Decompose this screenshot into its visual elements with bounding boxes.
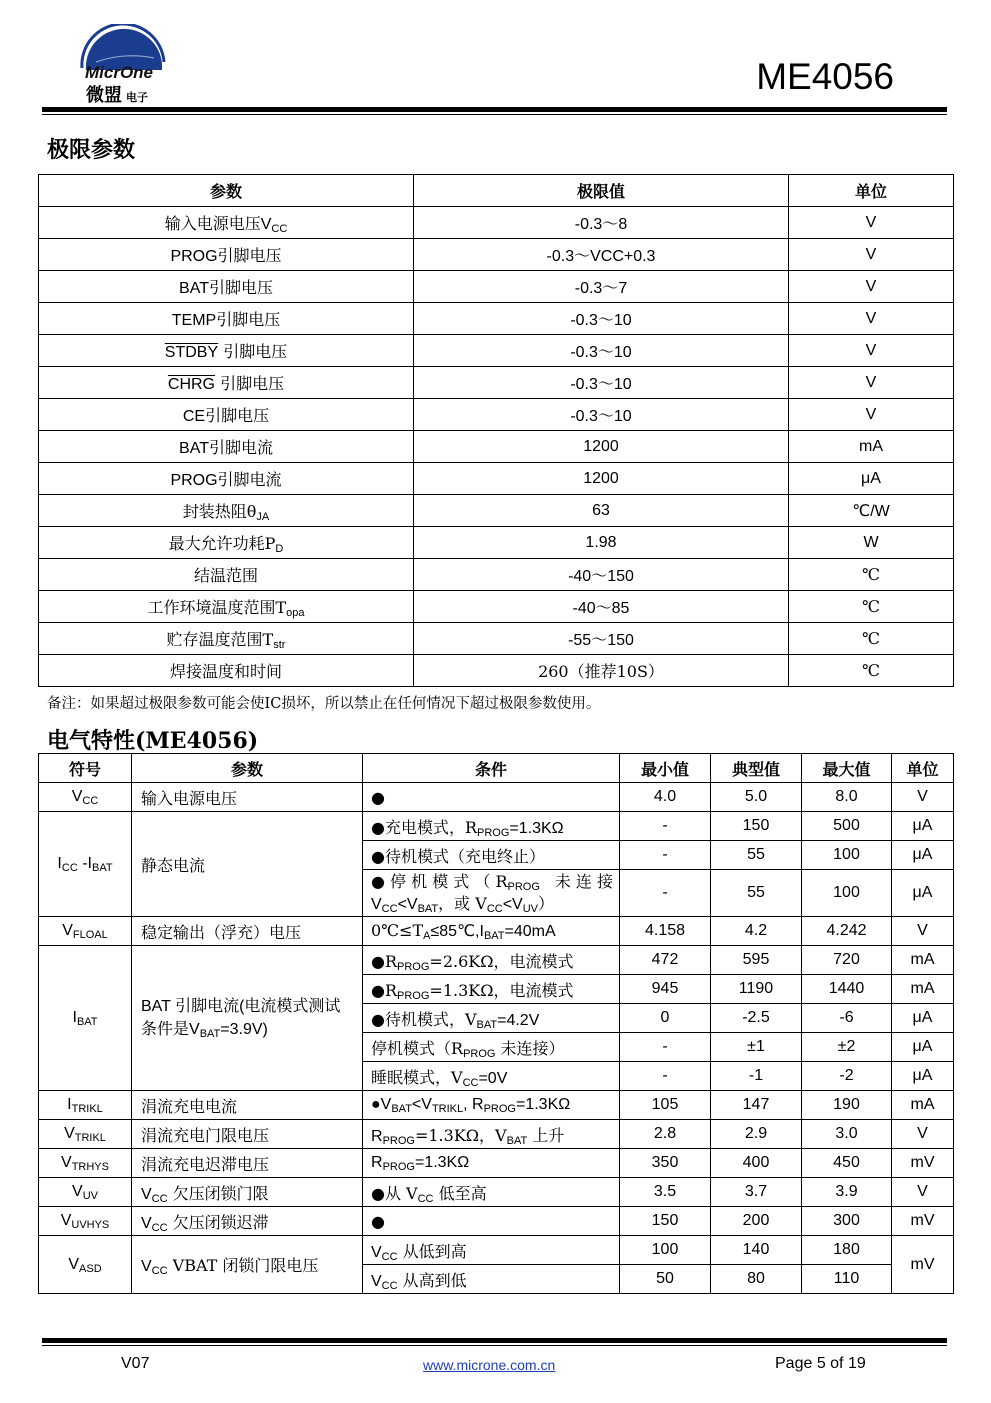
param-unit: V	[789, 367, 954, 399]
table-row	[39, 559, 954, 591]
param-value: 260（推荐10S）	[414, 655, 789, 687]
unit: V	[892, 917, 954, 946]
param-value: -0.3～10	[414, 399, 789, 431]
table-row	[39, 812, 954, 841]
symbol: $V_{CC}$	[39, 783, 132, 812]
condition: $0℃\le T_A\le 85℃,I_{BAT}=40mA$	[363, 917, 620, 946]
col-header: 典型值	[711, 754, 802, 783]
condition: ●待机模式，$V_{BAT}=4.2V$	[363, 1004, 620, 1033]
param-name: 工作环境温度范围$T_{opa}$	[39, 591, 414, 623]
min: 472	[620, 946, 711, 975]
table-row	[39, 463, 954, 495]
condition: 睡眠模式，$V_{CC}=0V$	[363, 1062, 620, 1091]
table-row	[39, 917, 954, 946]
max: -2	[802, 1062, 892, 1091]
table-row	[39, 1207, 954, 1236]
param-name: 焊接温度和时间	[39, 655, 414, 687]
condition: $R_{PROG}=1.3K\Omega$	[363, 1149, 620, 1178]
footer-url-link[interactable]: www.microne.com.cn	[423, 1357, 556, 1373]
typ: 200	[711, 1207, 802, 1236]
param-value: 1200	[414, 463, 789, 495]
param-name: 贮存温度范围$T_{str}$	[39, 623, 414, 655]
param: $V_{CC}$ VBAT 闭锁门限电压	[132, 1236, 363, 1294]
max: 720	[802, 946, 892, 975]
col-header: 符号	[39, 754, 132, 783]
param: 涓流充电门限电压	[132, 1120, 363, 1149]
unit: μA	[892, 1033, 954, 1062]
col-header: 最小值	[620, 754, 711, 783]
param-name: 结温范围	[39, 559, 414, 591]
param-name: CHRG 引脚电压	[39, 367, 414, 399]
typ: 80	[711, 1265, 802, 1294]
param-name: 封装热阻$\theta_{JA}$	[39, 495, 414, 527]
param: 静态电流	[132, 812, 363, 917]
typ: 4.2	[711, 917, 802, 946]
min: 350	[620, 1149, 711, 1178]
table-row	[39, 1178, 954, 1207]
unit: mA	[892, 946, 954, 975]
table-row	[39, 207, 954, 239]
param-unit: V	[789, 335, 954, 367]
condition: $R_{PROG}=1.3K\Omega$，$V_{BAT}$ 上升	[363, 1120, 620, 1149]
param-name: 输入电源电压$V_{CC}$	[39, 207, 414, 239]
min: 3.5	[620, 1178, 711, 1207]
param: $V_{CC}$ 欠压闭锁迟滞	[132, 1207, 363, 1236]
param-value: 1200	[414, 431, 789, 463]
param-name: STDBY 引脚电压	[39, 335, 414, 367]
min: 100	[620, 1236, 711, 1265]
col-header: 最大值	[802, 754, 892, 783]
table-row	[39, 655, 954, 687]
unit: mA	[892, 975, 954, 1004]
param-unit: ℃	[789, 591, 954, 623]
condition: ●	[363, 783, 620, 812]
param-unit: ℃	[789, 559, 954, 591]
part-number: ME4056	[756, 56, 894, 97]
param-name: PROG引脚电压	[39, 239, 414, 271]
limits-header: 单位	[789, 175, 954, 207]
typ: 150	[711, 812, 802, 841]
symbol: $V_{UVHYS}$	[39, 1207, 132, 1236]
param-unit: μA	[789, 463, 954, 495]
condition: ●从 $V_{CC}$ 低至高	[363, 1178, 620, 1207]
condition: $●R_{PROG}=1.3K\Omega$，电流模式	[363, 975, 620, 1004]
condition: $V_{CC}$ 从低到高	[363, 1236, 620, 1265]
param-value: -0.3～8	[414, 207, 789, 239]
param-value: -0.3～10	[414, 303, 789, 335]
min: -	[620, 841, 711, 870]
typ: -2.5	[711, 1004, 802, 1033]
table-row	[39, 239, 954, 271]
header-rule-thin	[42, 114, 947, 115]
electrical-header-row	[39, 754, 954, 783]
min: 945	[620, 975, 711, 1004]
table-row	[39, 946, 954, 975]
typ: 1190	[711, 975, 802, 1004]
limits-table	[38, 174, 954, 687]
symbol: $V_{UV}$	[39, 1178, 132, 1207]
unit: mV	[892, 1236, 954, 1294]
max: 100	[802, 870, 892, 917]
col-header: 单位	[892, 754, 954, 783]
symbol: $I_{BAT}$	[39, 946, 132, 1091]
typ: 400	[711, 1149, 802, 1178]
param-value: -0.3～10	[414, 335, 789, 367]
max: 8.0	[802, 783, 892, 812]
unit: mV	[892, 1207, 954, 1236]
max: 3.9	[802, 1178, 892, 1207]
param-unit: V	[789, 303, 954, 335]
table-row	[39, 591, 954, 623]
table-row	[39, 1120, 954, 1149]
typ: 140	[711, 1236, 802, 1265]
param-unit: V	[789, 399, 954, 431]
unit: mA	[892, 1091, 954, 1120]
max: 110	[802, 1265, 892, 1294]
param-unit: W	[789, 527, 954, 559]
table-row	[39, 335, 954, 367]
min: -	[620, 812, 711, 841]
footer-rule-thin	[42, 1345, 947, 1346]
condition: 停机模式（$R_{PROG}$ 未连接）	[363, 1033, 620, 1062]
param-value: 1.98	[414, 527, 789, 559]
condition: ● 停 机 模 式 （ $R_{PROG}$ 未 连 接 $V_{CC}<V_{BAT}$，或 $V_{CC}<V_{UV}$）	[363, 870, 620, 917]
min: 50	[620, 1265, 711, 1294]
param-unit: V	[789, 207, 954, 239]
table-row	[39, 271, 954, 303]
min: 2.8	[620, 1120, 711, 1149]
param: $V_{CC}$ 欠压闭锁门限	[132, 1178, 363, 1207]
electrical-table	[38, 753, 954, 1294]
footer-page-number: Page 5 of 19	[775, 1355, 866, 1372]
max: 100	[802, 841, 892, 870]
max: 300	[802, 1207, 892, 1236]
typ: 55	[711, 841, 802, 870]
param-unit: mA	[789, 431, 954, 463]
symbol: $I_{TRIKL}$	[39, 1091, 132, 1120]
max: ±2	[802, 1033, 892, 1062]
condition: ●充电模式，$R_{PROG}=1.3K\Omega$	[363, 812, 620, 841]
typ: 5.0	[711, 783, 802, 812]
unit: μA	[892, 870, 954, 917]
typ: 55	[711, 870, 802, 917]
condition: $●V_{BAT}<V_{TRIKL}$, $R_{PROG}=1.3K\Omega$	[363, 1091, 620, 1120]
table-row	[39, 1149, 954, 1178]
unit: V	[892, 783, 954, 812]
symbol: $V_{ASD}$	[39, 1236, 132, 1294]
param-name: 最大允许功耗$P_D$	[39, 527, 414, 559]
param: 涓流充电迟滞电压	[132, 1149, 363, 1178]
typ: 2.9	[711, 1120, 802, 1149]
max: 180	[802, 1236, 892, 1265]
param-value: -0.3～7	[414, 271, 789, 303]
table-row	[39, 1236, 954, 1265]
param: 涓流充电电流	[132, 1091, 363, 1120]
header-rule	[42, 107, 947, 112]
min: -	[620, 870, 711, 917]
min: 4.0	[620, 783, 711, 812]
max: 190	[802, 1091, 892, 1120]
param-value: -55～150	[414, 623, 789, 655]
param-unit: ℃/W	[789, 495, 954, 527]
col-header: 条件	[363, 754, 620, 783]
symbol: $V_{TRHYS}$	[39, 1149, 132, 1178]
symbol: $V_{TRIKL}$	[39, 1120, 132, 1149]
limits-header: 参数	[39, 175, 414, 207]
param-name: BAT引脚电压	[39, 271, 414, 303]
min: 105	[620, 1091, 711, 1120]
footer-rule	[42, 1338, 947, 1343]
unit: V	[892, 1120, 954, 1149]
condition: $●R_{PROG}=2.6K\Omega$，电流模式	[363, 946, 620, 975]
condition: ●	[363, 1207, 620, 1236]
max: 4.242	[802, 917, 892, 946]
table-row	[39, 431, 954, 463]
param: 稳定输出（浮充）电压	[132, 917, 363, 946]
typ: 3.7	[711, 1178, 802, 1207]
electrical-title: 电气特性(ME4056)	[47, 728, 259, 754]
typ: -1	[711, 1062, 802, 1091]
param-name: PROG引脚电流	[39, 463, 414, 495]
param-value: 63	[414, 495, 789, 527]
table-row	[39, 303, 954, 335]
param-unit: V	[789, 239, 954, 271]
table-row	[39, 495, 954, 527]
unit: μA	[892, 812, 954, 841]
condition: ●待机模式（充电终止）	[363, 841, 620, 870]
param-unit: ℃	[789, 623, 954, 655]
symbol: $I_{CC}$ $-I_{BAT}$	[39, 812, 132, 917]
param: BAT 引脚电流(电流模式测试条件是$V_{BAT}=3.9V$)	[132, 946, 363, 1091]
table-row	[39, 527, 954, 559]
table-row	[39, 399, 954, 431]
max: 1440	[802, 975, 892, 1004]
param-value: -0.3～10	[414, 367, 789, 399]
param: 输入电源电压	[132, 783, 363, 812]
unit: μA	[892, 841, 954, 870]
param-name: BAT引脚电流	[39, 431, 414, 463]
limits-header-row	[39, 175, 954, 207]
param-unit: V	[789, 271, 954, 303]
max: 450	[802, 1149, 892, 1178]
unit: μA	[892, 1004, 954, 1033]
param-unit: ℃	[789, 655, 954, 687]
param-value: -0.3～VCC+0.3	[414, 239, 789, 271]
limits-note: 备注：如果超过极限参数可能会使IC损坏，所以禁止在任何情况下超过极限参数使用。	[47, 696, 601, 712]
col-header: 参数	[132, 754, 363, 783]
table-row	[39, 623, 954, 655]
table-row	[39, 367, 954, 399]
table-row	[39, 783, 954, 812]
unit: μA	[892, 1062, 954, 1091]
max: -6	[802, 1004, 892, 1033]
logo-text-cn: 微盟 电子	[86, 85, 148, 106]
min: -	[620, 1033, 711, 1062]
param-name: CE引脚电压	[39, 399, 414, 431]
min: -	[620, 1062, 711, 1091]
table-row	[39, 1091, 954, 1120]
typ: ±1	[711, 1033, 802, 1062]
unit: V	[892, 1178, 954, 1207]
min: 150	[620, 1207, 711, 1236]
param-value: -40～85	[414, 591, 789, 623]
typ: 595	[711, 946, 802, 975]
typ: 147	[711, 1091, 802, 1120]
logo-text-en: MicrOne	[85, 63, 154, 82]
footer-version: V07	[121, 1355, 150, 1372]
max: 3.0	[802, 1120, 892, 1149]
limits-title: 极限参数	[47, 137, 136, 163]
limits-header: 极限值	[414, 175, 789, 207]
condition: $V_{CC}$ 从高到低	[363, 1265, 620, 1294]
min: 4.158	[620, 917, 711, 946]
param-name: TEMP引脚电压	[39, 303, 414, 335]
unit: mV	[892, 1149, 954, 1178]
max: 500	[802, 812, 892, 841]
symbol: $V_{FLOAL}$	[39, 917, 132, 946]
param-value: -40～150	[414, 559, 789, 591]
min: 0	[620, 1004, 711, 1033]
